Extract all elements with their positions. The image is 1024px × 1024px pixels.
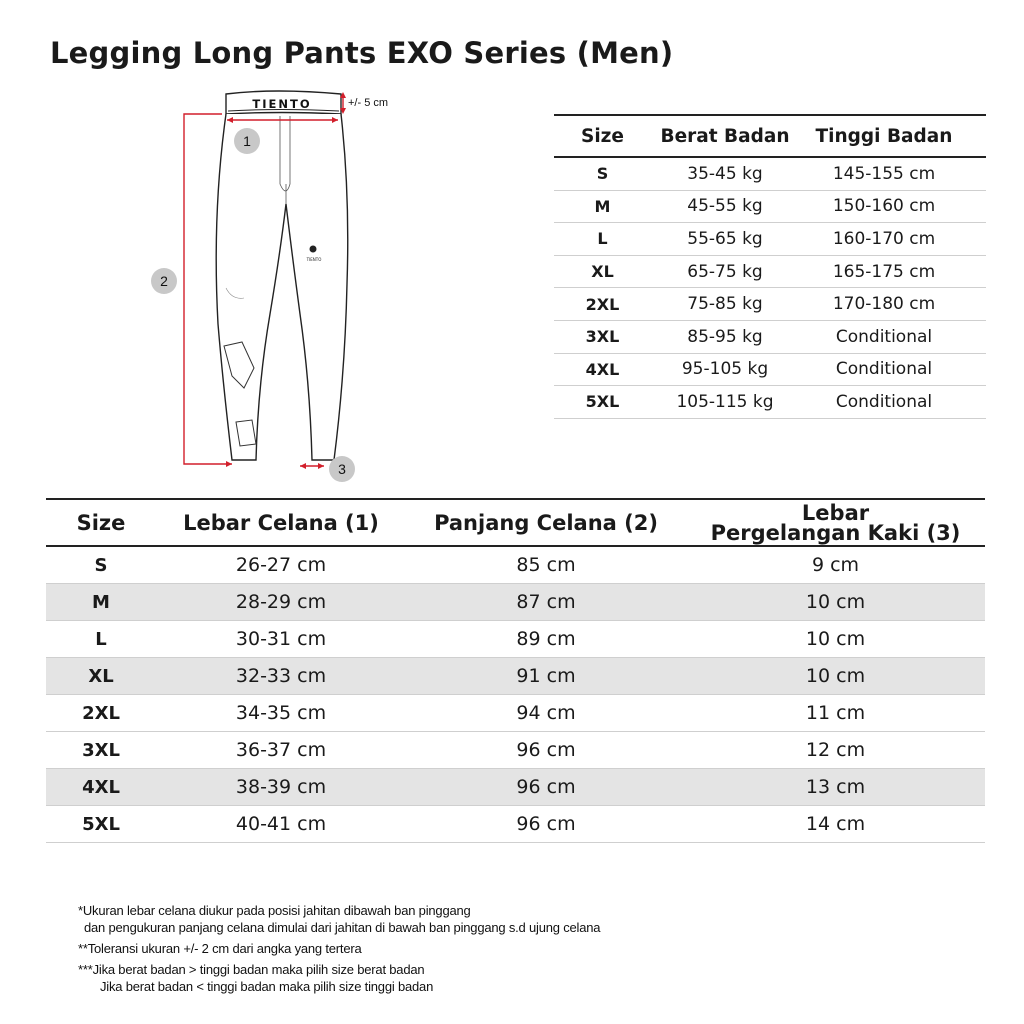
table-row xyxy=(554,191,986,224)
table-row xyxy=(554,321,986,354)
garment-size-table xyxy=(46,498,985,843)
marker-1: 1 xyxy=(243,133,251,149)
header-ankle-line2: Pergelangan Kaki (3) xyxy=(710,520,961,545)
weight-cell: 75-85 kg xyxy=(687,294,763,315)
length-cell: 87 cm xyxy=(516,591,576,613)
length-cell: 85 cm xyxy=(516,554,576,576)
width-cell: 36-37 cm xyxy=(235,739,327,761)
table-row xyxy=(554,354,986,387)
header-size: Size xyxy=(581,125,624,147)
size-cell: XL xyxy=(88,665,114,687)
table-row xyxy=(46,621,985,658)
length-cell: 89 cm xyxy=(516,628,576,650)
ankle-cell: 10 cm xyxy=(805,628,866,650)
weight-cell: 45-55 kg xyxy=(687,196,763,217)
size-cell: 2XL xyxy=(82,702,120,724)
ankle-cell: 12 cm xyxy=(805,739,866,761)
ankle-cell: 10 cm xyxy=(805,591,866,613)
table-row xyxy=(46,769,985,806)
ankle-cell: 11 cm xyxy=(805,702,866,724)
table-row xyxy=(46,584,985,621)
note-3-cont: Jika berat badan < tinggi badan maka pilih size tinggi badan xyxy=(100,979,434,994)
height-cell: 145-155 cm xyxy=(832,163,936,184)
ankle-cell: 10 cm xyxy=(805,665,866,687)
body-size-table xyxy=(554,114,986,419)
weight-cell: 55-65 kg xyxy=(687,228,763,249)
size-cell: S xyxy=(596,164,609,184)
size-cell: 3XL xyxy=(82,739,120,761)
table-header xyxy=(554,114,986,158)
height-cell: Conditional xyxy=(835,391,933,412)
length-cell: 91 cm xyxy=(516,665,576,687)
ankle-cell: 14 cm xyxy=(805,813,866,835)
footnotes xyxy=(78,902,718,995)
table-row xyxy=(554,386,986,419)
tolerance-label: +/- 5 cm xyxy=(348,97,389,109)
table-row xyxy=(46,658,985,695)
height-cell: 170-180 cm xyxy=(832,294,936,315)
table-row xyxy=(554,288,986,321)
page-title: Legging Long Pants EXO Series (Men) xyxy=(50,36,674,70)
size-cell: S xyxy=(94,554,108,576)
header-ankle-line1: Lebar xyxy=(801,500,870,525)
weight-cell: 85-95 kg xyxy=(687,326,763,347)
note-1-cont: dan pengukuran panjang celana dimulai dari jahitan di bawah ban pinggang s.d ujung celana xyxy=(84,920,601,935)
header-size: Size xyxy=(76,510,126,535)
width-cell: 40-41 cm xyxy=(235,813,327,835)
length-cell: 96 cm xyxy=(516,776,576,798)
height-cell: Conditional xyxy=(835,326,933,347)
width-cell: 28-29 cm xyxy=(235,591,327,613)
height-cell: 160-170 cm xyxy=(832,228,936,249)
size-cell: M xyxy=(92,591,110,613)
size-cell: M xyxy=(594,196,611,216)
table-row xyxy=(554,223,986,256)
height-cell: Conditional xyxy=(835,359,933,380)
table-row xyxy=(554,256,986,289)
size-cell: 2XL xyxy=(585,294,620,314)
width-cell: 38-39 cm xyxy=(235,776,327,798)
height-cell: 150-160 cm xyxy=(832,196,936,217)
marker-2: 2 xyxy=(160,273,168,289)
size-cell: 5XL xyxy=(585,392,620,412)
weight-cell: 35-45 kg xyxy=(687,163,763,184)
size-cell: 4XL xyxy=(585,359,620,379)
width-cell: 30-31 cm xyxy=(235,628,327,650)
size-cell: L xyxy=(597,229,608,249)
svg-text:TIENTO: TIENTO xyxy=(306,257,322,262)
weight-cell: 65-75 kg xyxy=(687,261,763,282)
header-weight: Berat Badan xyxy=(660,125,790,147)
marker-3: 3 xyxy=(338,461,346,477)
header-width: Lebar Celana (1) xyxy=(183,510,379,535)
weight-cell: 105-115 kg xyxy=(676,391,774,412)
table-row xyxy=(554,158,986,191)
height-cell: 165-175 cm xyxy=(832,261,936,282)
size-cell: L xyxy=(95,628,107,650)
width-cell: 34-35 cm xyxy=(235,702,327,724)
size-cell: 3XL xyxy=(585,327,620,347)
length-cell: 96 cm xyxy=(516,739,576,761)
note-3: ***Jika berat badan > tinggi badan maka pilih size berat badan xyxy=(78,962,425,977)
length-cell: 94 cm xyxy=(516,702,576,724)
width-cell: 26-27 cm xyxy=(235,554,327,576)
table-row xyxy=(46,732,985,769)
ankle-cell: 9 cm xyxy=(811,554,860,576)
weight-cell: 95-105 kg xyxy=(681,359,769,380)
header-height: Tinggi Badan xyxy=(815,125,953,147)
length-cell: 96 cm xyxy=(516,813,576,835)
note-1: *Ukuran lebar celana diukur pada posisi jahitan dibawah ban pinggang xyxy=(78,903,471,918)
size-cell: XL xyxy=(591,262,614,282)
pants-drawing xyxy=(140,84,400,490)
pants-illustration xyxy=(140,84,400,490)
table-header xyxy=(46,498,985,547)
table-row xyxy=(46,547,985,584)
size-cell: 4XL xyxy=(82,776,120,798)
header-length: Panjang Celana (2) xyxy=(434,510,658,535)
note-2: **Toleransi ukuran +/- 2 cm dari angka yang tertera xyxy=(78,941,362,956)
header-ankle xyxy=(686,500,985,545)
ankle-cell: 13 cm xyxy=(805,776,866,798)
size-cell: 5XL xyxy=(82,813,120,835)
table-row xyxy=(46,695,985,732)
table-row xyxy=(46,806,985,843)
brand-waistband: TIENTO xyxy=(252,97,312,111)
width-cell: 32-33 cm xyxy=(235,665,327,687)
